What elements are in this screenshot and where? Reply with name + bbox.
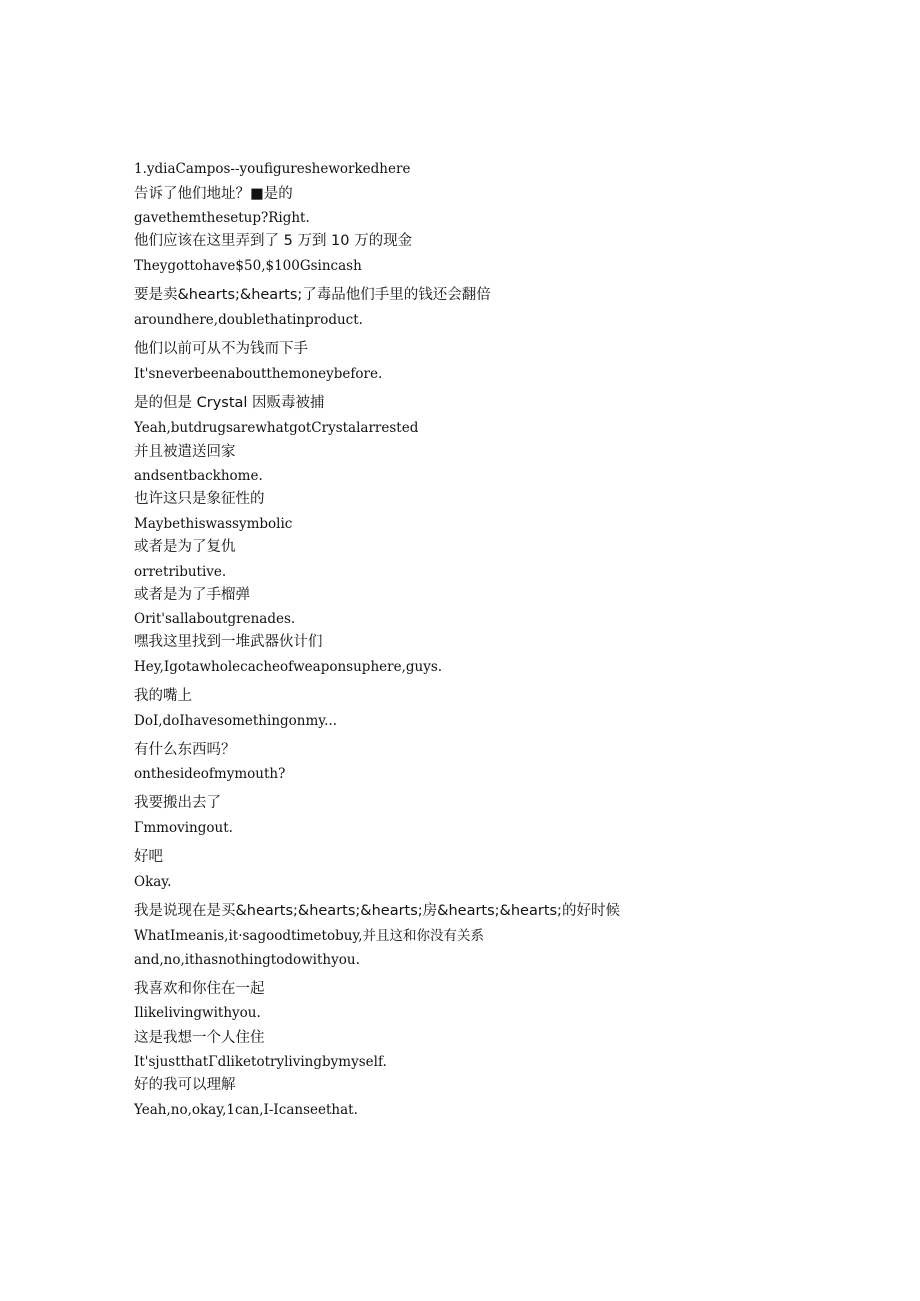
text-line: 我要搬出去了 <box>134 795 221 811</box>
text-line: 或者是为了复仇 <box>134 539 236 555</box>
text-line: 我是说现在是买&hearts;&hearts;&hearts;房&hearts;&hearts;的好时候 <box>134 903 620 919</box>
text-line: 有什么东西吗？ <box>134 742 236 758</box>
text-line: Yeah,no,okay,1can,I-Icanseethat. <box>134 1102 358 1118</box>
text-line: 是的但是 Crystal 因贩毒被捕 <box>134 395 325 411</box>
text-line: onthesideofmymouth? <box>134 766 286 782</box>
text-line: and,no,ithasnothingtodowithyou. <box>134 952 360 968</box>
text-line: Ilikelivingwithyou. <box>134 1005 261 1021</box>
text-line: 我的嘴上 <box>134 688 192 704</box>
text-line: It'sneverbeenaboutthemoneybefore. <box>134 366 383 382</box>
text-line: 我喜欢和你住在一起 <box>134 981 265 997</box>
text-line: 他们以前可从不为钱而下手 <box>134 341 308 357</box>
text-line: 告诉了他们地址？■是的 <box>134 186 293 202</box>
text-line: 也许这只是象征性的 <box>134 491 265 507</box>
text-line: orretributive. <box>134 564 227 580</box>
text-line: 这是我想一个人住住 <box>134 1030 265 1046</box>
text-line: WhatImeanis,it·sagoodtimetobuy,并且这和你没有关系 <box>134 928 485 944</box>
text-line: 好的我可以理解 <box>134 1077 236 1093</box>
text-line: 1.ydiaCampos--youfiguresheworkedhere <box>134 161 411 177</box>
text-line: 好吧 <box>134 849 163 865</box>
text-line: DoI,doIhavesomethingonmy... <box>134 713 337 729</box>
text-line: Hey,Igotawholecacheofweaponsuphere,guys. <box>134 659 443 675</box>
text-line: aroundhere,doublethatinproduct. <box>134 312 363 328</box>
text-line: Okay. <box>134 874 172 890</box>
text-line: It'sjustthatΓdliketotrylivingbymyself. <box>134 1054 387 1070</box>
text-line: 并且被遣送回家 <box>134 444 236 460</box>
text-line: 要是卖&hearts;&hearts;了毒品他们手里的钱还会翻倍 <box>134 287 491 303</box>
text-line: andsentbackhome. <box>134 468 263 484</box>
text-line: 他们应该在这里弄到了 5 万到 10 万的现金 <box>134 233 413 249</box>
text-line: Yeah,butdrugsarewhatgotCrystalarrested <box>134 420 419 436</box>
text-line: Theygottohave$50,$100Gsincash <box>134 258 362 274</box>
text-line: Orit'sallaboutgrenades. <box>134 611 296 627</box>
text-line: gavethemthesetup?Right. <box>134 210 310 226</box>
text-line: 或者是为了手榴弹 <box>134 587 250 603</box>
text-line: 嘿我这里找到一堆武器伙计们 <box>134 634 323 650</box>
text-line: Γmmovingout. <box>134 820 233 836</box>
text-line: Maybethiswassymbolic <box>134 516 293 532</box>
